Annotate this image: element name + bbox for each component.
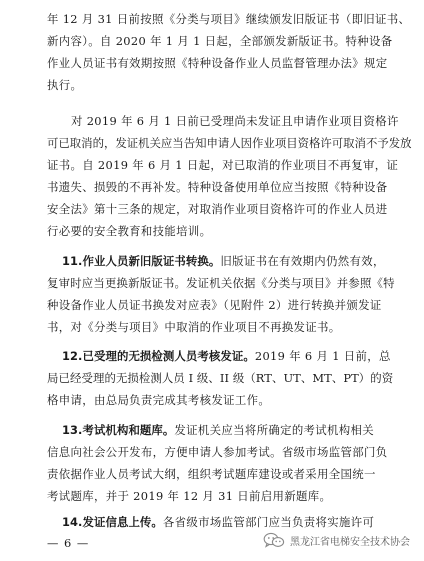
body-line: 责依据作业人员考试大纲，组织考试题库建设或者采用全国统一	[47, 467, 376, 481]
body-line: 格申请，由总局负责完成其考核发证工作。	[47, 393, 271, 407]
page-number: — 6 —	[47, 536, 90, 550]
section-11-text: 旧版证书在有效期内仍然有效，	[220, 254, 385, 268]
section-13-text: 发证机关应当将所确定的考试机构相关	[174, 423, 374, 437]
body-line: 执行。	[47, 78, 83, 92]
section-13-first-line	[62, 423, 374, 437]
body-line: 作业人员证书有效期按照《特种设备作业人员监督管理办法》规定	[47, 56, 388, 70]
body-line: 信息向社会公开发布，方便申请人参加考试。省级市场监管部门负	[47, 445, 388, 459]
section-11-heading: 11.作业人员新旧版证书转换。	[62, 254, 221, 268]
body-line: 可已取消的，发证机关应当告知申请人因作业项目资格许可取消不予发放	[47, 136, 412, 150]
body-line: 考试题库，并于 2019 年 12 月 31 日前启用新题库。	[47, 489, 332, 503]
body-line: 书，对《分类与项目》中取消的作业项目不再换发证书。	[47, 320, 341, 334]
section-12-text: 2019 年 6 月 1 日前，总	[254, 349, 391, 363]
watermark-text: 黑龙江省电梯安全技术协会	[290, 536, 410, 548]
body-line: 证书。自 2019 年 6 月 1 日起，对已取消的作业项目不再复审，证	[47, 158, 399, 172]
body-line: 书遗失、损毁的不再补发。特种设备使用单位应当按照《特种设备	[47, 180, 388, 194]
body-line: 行必要的安全教育和技能培训。	[47, 224, 212, 238]
wechat-icon	[263, 532, 285, 548]
watermark	[263, 532, 410, 548]
section-12-first-line	[62, 349, 391, 363]
section-11-first-line	[62, 254, 385, 268]
body-line: 对 2019 年 6 月 1 日前已受理尚未发证且申请作业项目资格许	[71, 114, 399, 128]
body-line: 安全法》第十三条的规定，对取消作业项目资格许可的作业人员进	[47, 202, 388, 216]
body-line: 年 12 月 31 日前按照《分类与项目》继续颁发旧版证书（即旧证书、	[47, 12, 411, 26]
body-line: 局已经受理的无损检测人员 I 级、II 级（RT、UT、MT、PT）的资	[47, 371, 394, 385]
body-line: 种设备作业人员证书换发对应表》（见附件 2）进行转换并颁发证	[47, 298, 382, 312]
body-line: 新内容）。自 2020 年 1 月 1 日起，全部颁发新版证书。特种设备	[47, 34, 393, 48]
section-14-text: 各省级市场监管部门应当负责将实施许可	[162, 515, 375, 529]
section-14-heading: 14.发证信息上传。	[62, 515, 163, 529]
body-line: 复审时应当更换新版证书。发证机关依据《分类与项目》并参照《特	[47, 276, 395, 290]
section-14-first-line	[62, 515, 374, 529]
section-13-heading: 13.考试机构和题库。	[62, 423, 175, 437]
section-12-heading: 12.已受理的无损检测人员考核发证。	[62, 349, 255, 363]
